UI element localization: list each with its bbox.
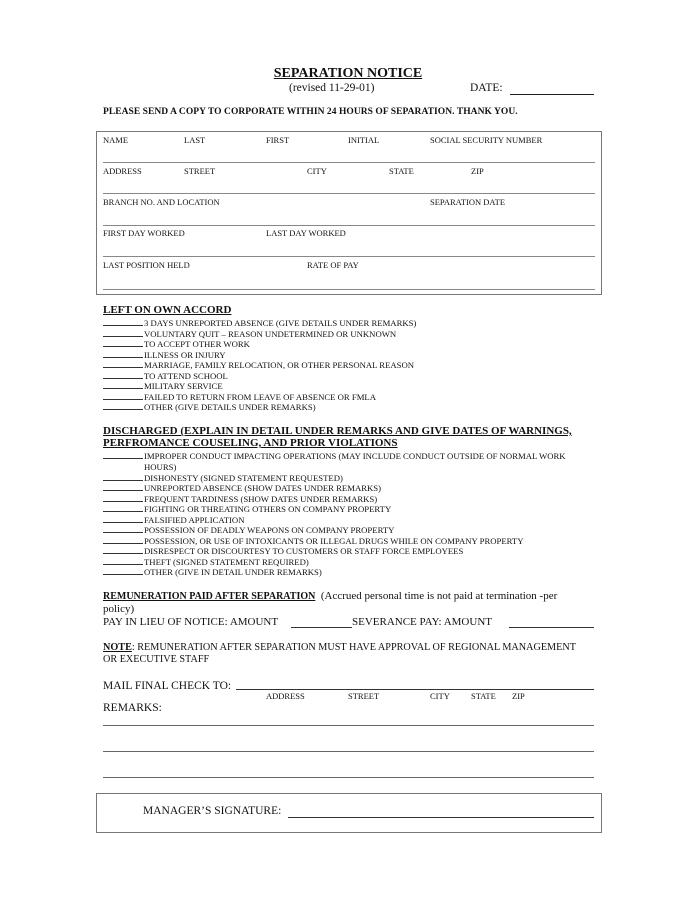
- mail-state-label: STATE: [471, 691, 496, 701]
- checklist-item[interactable]: DISHONESTY (SIGNED STATEMENT REQUESTED): [103, 472, 343, 483]
- checklist-item[interactable]: FALSIFIED APPLICATION: [103, 514, 244, 525]
- check-blank[interactable]: [103, 503, 143, 512]
- check-blank[interactable]: [103, 566, 143, 575]
- checklist-item[interactable]: FIGHTING OR THREATING OTHERS ON COMPANY PROPERTY: [103, 503, 391, 514]
- check-blank[interactable]: [103, 493, 143, 502]
- last-day-label: LAST DAY WORKED: [266, 228, 346, 238]
- signature-box: [96, 793, 602, 833]
- note-line1: NOTE: REMUNERATION AFTER SEPARATION MUST HAVE APPROVAL OF REGIONAL MANAGEMENT: [103, 642, 576, 653]
- checklist-item[interactable]: POSSESSION, OR USE OF INTOXICANTS OR ILLEGAL DRUGS WHILE ON COMPANY PROPERTY: [103, 535, 524, 546]
- remuneration-line: [103, 590, 557, 602]
- page-title: SEPARATION NOTICE: [273, 66, 423, 81]
- checklist-item[interactable]: UNREPORTED ABSENCE (SHOW DATES UNDER REMARKS): [103, 482, 381, 493]
- checklist-item[interactable]: OTHER (GIVE DETAILS UNDER REMARKS): [103, 401, 316, 412]
- mail-street-label: STREET: [348, 691, 380, 701]
- checklist-item[interactable]: OTHER (GIVE IN DETAIL UNDER REMARKS): [103, 566, 322, 577]
- check-blank[interactable]: [103, 535, 143, 544]
- mail-check-field[interactable]: [236, 689, 594, 690]
- check-blank[interactable]: [103, 545, 143, 554]
- date-label: DATE:: [470, 82, 503, 94]
- position-label: LAST POSITION HELD: [103, 260, 190, 270]
- check-blank[interactable]: [103, 338, 143, 347]
- check-blank[interactable]: [103, 401, 143, 410]
- checklist-item[interactable]: VOLUNTARY QUIT – REASON UNDETERMINED OR UNKNOWN: [103, 328, 396, 339]
- check-blank[interactable]: [103, 328, 143, 337]
- last-name-label: LAST: [184, 135, 206, 145]
- mail-address-label: ADDRESS: [266, 691, 305, 701]
- check-blank[interactable]: [103, 472, 143, 481]
- check-blank[interactable]: [103, 524, 143, 533]
- checklist-item[interactable]: IMPROPER CONDUCT IMPACTING OPERATIONS (MAY INCLUDE CONDUCT OUTSIDE OF NORMAL WORK HOURS): [103, 450, 593, 472]
- zip-label: ZIP: [471, 166, 484, 176]
- note-line2: OR EXECUTIVE STAFF: [103, 654, 210, 665]
- checklist-item[interactable]: FAILED TO RETURN FROM LEAVE OF ABSENCE OR FMLA: [103, 391, 376, 402]
- mail-zip-label: ZIP: [512, 691, 525, 701]
- remuneration-note-cont: policy): [103, 603, 135, 615]
- pay-in-lieu-label: PAY IN LIEU OF NOTICE: AMOUNT: [103, 616, 279, 628]
- instruction-text: PLEASE SEND A COPY TO CORPORATE WITHIN 24 HOURS OF SEPARATION. THANK YOU.: [103, 107, 518, 117]
- checklist-item[interactable]: POSSESSION OF DEADLY WEAPONS ON COMPANY PROPERTY: [103, 524, 394, 535]
- separation-date-label: SEPARATION DATE: [430, 197, 506, 207]
- check-blank[interactable]: [103, 514, 143, 523]
- name-field[interactable]: [103, 162, 595, 163]
- check-blank[interactable]: [103, 370, 143, 379]
- street-label: STREET: [184, 166, 216, 176]
- left-own-accord-heading: LEFT ON OWN ACCORD: [103, 304, 232, 316]
- checklist-item[interactable]: TO ATTEND SCHOOL: [103, 370, 228, 381]
- discharged-heading-line1: DISCHARGED (EXPLAIN IN DETAIL UNDER REMARKS AND GIVE DATES OF WARNINGS,: [103, 425, 572, 437]
- signature-field[interactable]: [288, 817, 594, 818]
- position-field[interactable]: [103, 289, 595, 290]
- remuneration-note: (Accrued personal time is not paid at termination -per: [320, 590, 558, 602]
- checklist-item[interactable]: ILLNESS OR INJURY: [103, 349, 226, 360]
- check-blank[interactable]: [103, 380, 143, 389]
- state-label: STATE: [389, 166, 414, 176]
- initial-label: INITIAL: [348, 135, 380, 145]
- mail-city-label: CITY: [430, 691, 450, 701]
- remarks-line-1[interactable]: [103, 725, 594, 726]
- ssn-label: SOCIAL SECURITY NUMBER: [430, 135, 543, 145]
- remuneration-heading: REMUNERATION PAID AFTER SEPARATION: [103, 591, 316, 602]
- remarks-line-3[interactable]: [103, 777, 594, 778]
- check-blank[interactable]: [103, 359, 143, 368]
- severance-label: SEVERANCE PAY: AMOUNT: [352, 616, 492, 628]
- checklist-item[interactable]: THEFT (SIGNED STATEMENT REQUIRED): [103, 556, 309, 567]
- revision-note: (revised 11-29-01): [289, 82, 375, 94]
- remarks-label: REMARKS:: [103, 702, 162, 714]
- check-blank[interactable]: [103, 556, 143, 565]
- checklist-item[interactable]: MILITARY SERVICE: [103, 380, 223, 391]
- remarks-line-2[interactable]: [103, 751, 594, 752]
- check-blank[interactable]: [103, 317, 143, 326]
- pay-in-lieu-field[interactable]: [291, 627, 352, 628]
- note-label: NOTE: [103, 642, 132, 653]
- checklist-item[interactable]: MARRIAGE, FAMILY RELOCATION, OR OTHER PERSONAL REASON: [103, 359, 414, 370]
- branch-label: BRANCH NO. AND LOCATION: [103, 197, 220, 207]
- discharged-heading-line2: PERFROMANCE COUSELING, AND PRIOR VIOLATIONS: [103, 437, 398, 449]
- mail-check-label: MAIL FINAL CHECK TO:: [103, 680, 232, 692]
- city-label: CITY: [307, 166, 327, 176]
- checklist-item[interactable]: DISRESPECT OR DISCOURTESY TO CUSTOMERS OR STAFF FORCE EMPLOYEES: [103, 545, 463, 556]
- checklist-item[interactable]: FREQUENT TARDINESS (SHOW DATES UNDER REMARKS): [103, 493, 377, 504]
- checklist-item[interactable]: TO ACCEPT OTHER WORK: [103, 338, 250, 349]
- date-field[interactable]: [510, 94, 594, 95]
- address-label: ADDRESS: [103, 166, 142, 176]
- check-blank[interactable]: [103, 450, 143, 459]
- check-blank[interactable]: [103, 391, 143, 400]
- severance-field[interactable]: [509, 627, 594, 628]
- name-label: NAME: [103, 135, 129, 145]
- rate-label: RATE OF PAY: [307, 260, 359, 270]
- days-worked-field[interactable]: [103, 256, 595, 257]
- checklist-item[interactable]: 3 DAYS UNREPORTED ABSENCE (GIVE DETAILS UNDER REMARKS): [103, 317, 416, 328]
- check-blank[interactable]: [103, 482, 143, 491]
- address-field[interactable]: [103, 193, 595, 194]
- signature-label: MANAGER’S SIGNATURE:: [143, 805, 282, 817]
- first-day-label: FIRST DAY WORKED: [103, 228, 185, 238]
- first-name-label: FIRST: [266, 135, 290, 145]
- branch-field[interactable]: [103, 225, 595, 226]
- check-blank[interactable]: [103, 349, 143, 358]
- employee-info-box: [96, 131, 602, 295]
